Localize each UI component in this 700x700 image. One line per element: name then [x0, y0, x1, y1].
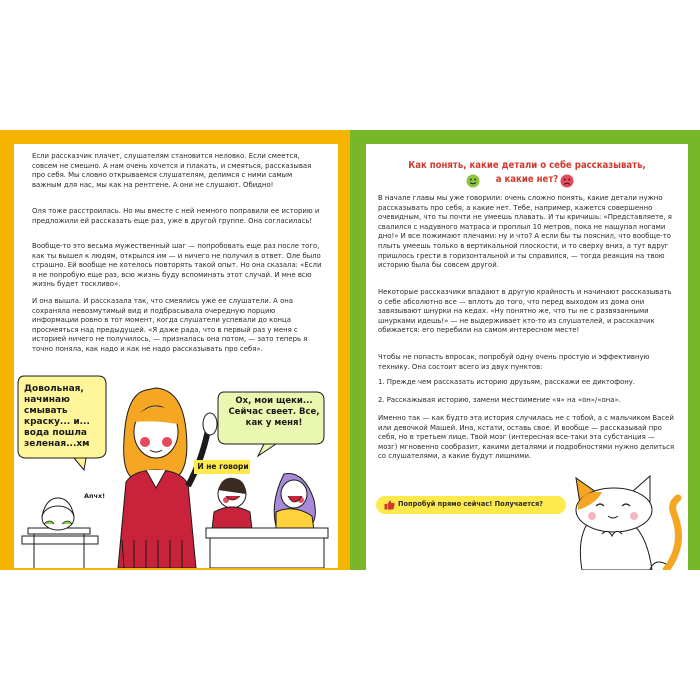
left-paragraph-1: Если рассказчик плачет, слушателям становится неловко. Если смеется, совсем не смешно. А нам очень хочется и плакать, и смеяться, рассказывая про себя. Мы словно открываемся слушателям, делимся с ними самым важным для нас, мы как на рентгене. А они не слушают. Обидно! — [32, 152, 312, 189]
right-page — [366, 144, 688, 570]
section-title-line-1: Как понять, какие детали о себе рассказывать, — [408, 160, 646, 171]
sneeze-label: Апчх! — [84, 492, 106, 500]
left-paragraph-2: Оля тоже расстроилась. Но мы вместе с ней немного поправили ее историю и предложили ей рассказать еще раз, уже в другой группе. Она согласилась! — [32, 207, 320, 225]
happy-face-icon — [466, 174, 480, 188]
sleeping-student — [22, 498, 98, 568]
thumbs-up-icon — [384, 500, 395, 510]
sad-face-icon — [560, 174, 574, 188]
left-paragraph-3: Вообще-то это весьма мужественный шаг — попробовать еще раз после того, как ты вышел к людям, открылся им — и ничего не получил в ответ. Оле было страшно. Ей вообще не хотелось повторять такой опыт. Но она сказала: «Если я не попробую еще раз, всю жизнь буду вспоминать этот случай. И мне всю жизнь будет тоскливо». — [32, 242, 322, 289]
right-step-2: 2. Расскажывая историю, замени местоимение «я» на «он»/«она». — [378, 396, 621, 404]
try-now-banner — [376, 496, 566, 514]
right-paragraph-3: Чтобы не попасть впросак, попробуй одну очень простую и эффективную технику. Она состоит всего из двух пунктов: — [378, 353, 650, 371]
no-say-label: И не говори — [197, 462, 249, 471]
right-paragraph-1: В начале главы мы уже говорили: очень сложно понять, какие детали нужно рассказывать про себя, а какие нет. Тебе, например, кажется совершенно очевидным, что ты почти не умеешь плавать. И ты кричишь: «Представляете, я свалился с надувного матраса и проплыл 10 метров, пока не нащупал ногами дно!» И все пожимают плечами: ну и что? А если бы ты пояснил, что вообще-то плыть умеешь только в вертикальной плоскости, и то сверху вниз, а тут вдруг пришлось грести в горизонтальной и ты справился, — тогда реакция на твою историю была бы совсем другой. — [378, 194, 672, 270]
cat-illustration — [562, 474, 688, 570]
right-paragraph-4: Именно так — как будто эта история случилась не с тобой, а с мальчиком Васей или девочкой Машей. Ина, кстати, оставь свое. И вообще — рассказывай про себя, но в третьем лице. Твой мозг (интересная все-таки эта субстанция — мозг) мгновенно сообразит, какими деталями и подробностями нужно делиться со слушателями, а какие будут лишними. — [378, 414, 675, 461]
left-page — [14, 144, 338, 568]
try-now-text: Попробуй прямо сейчас! Получается? — [398, 500, 543, 508]
right-step-1: 1. Прежде чем рассказать историю друзьям, расскажи ее диктофону. — [378, 378, 635, 386]
section-title-line-2: а какие нет? — [495, 174, 559, 185]
right-paragraph-2: Некоторые рассказчики впадают в другую крайность и начинают рассказывать о себе абсолютно все — вплоть до того, что перед выходом из дома они завязывают шнурки на кедах. «Ну понятно же, что ты не с развязанными шнурками идешь!» — не выдерживает кто-то из слушателей, и рассказчик обижается: его перебили на самом интересном месте! — [378, 288, 672, 335]
laughing-students — [206, 474, 328, 568]
teacher-figure — [118, 388, 217, 568]
bubble-left-text: Довольная, начинаю смывать краску... и... вода пошла зеленая...хм — [24, 384, 90, 449]
left-paragraph-4: И она вышла. И рассказала так, что смеялись уже ее слушатели. А она сохраняла невозмутимый вид и подбрасывала очередную порцию информации ровно в тот момент, когда слушатели успевали до конца просмеяться над предыдущей. «Я даже рада, что в первый раз у меня с историей ничего не получилось, — призналась она потом, — зато теперь я точно поняла, как надо и как не надо рассказывать про себя». — [32, 297, 308, 353]
bubble-right-text: Ох, мои щеки... Сейчас свеет. Все, как у меня! — [228, 396, 320, 428]
